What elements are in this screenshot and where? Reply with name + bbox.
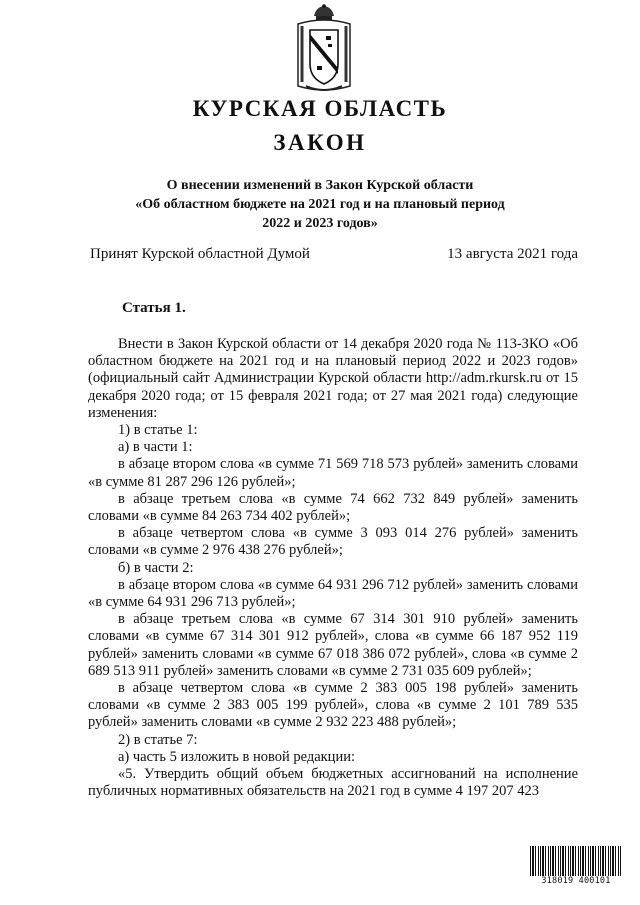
paragraph: в абзаце втором слова «в сумме 64 931 296 712 рублей» заменить словами «в сумме 64 931 296 713 рублей»; <box>88 576 578 611</box>
paragraph: в абзаце втором слова «в сумме 71 569 718 573 рублей» заменить словами «в сумме 81 287 296 126 рублей»; <box>88 456 578 490</box>
coat-of-arms-icon <box>292 4 356 92</box>
barcode-icon <box>530 846 622 876</box>
subject-line: О внесении изменений в Закон Курской области <box>166 178 474 193</box>
paragraph: в абзаце третьем слова «в сумме 67 314 301 910 рублей» заменить словами «в сумме 67 314 301 912 рублей», слова «в сумме 66 187 952 119 рублей» заменить словами «в сумме 67 018 386 072 рублей», слова «в сумме 2 689 513 911 рублей» заменить словами «в сумме 2 731 035 609 рублей»; <box>88 611 578 679</box>
subject-line: 2022 и 2023 годов» <box>262 216 378 231</box>
article-body <box>88 336 578 800</box>
paragraph: б) в части 2: <box>118 559 194 576</box>
paragraph: 2) в статье 7: <box>118 731 198 748</box>
paragraph: «5. Утвердить общий объем бюджетных ассигнований на исполнение публичных нормативных обязательств на 2021 год в сумме 4 197 207 423 <box>88 766 578 800</box>
document-type-title: ЗАКОН <box>273 130 367 155</box>
paragraph: 1) в статье 1: <box>118 422 198 439</box>
paragraph: в абзаце четвертом слова «в сумме 2 383 005 198 рублей» заменить словами «в сумме 2 383 005 199 рублей», слова «в сумме 2 101 789 535 рублей» заменить словами «в сумме 2 932 223 488 рублей»; <box>88 680 578 731</box>
region-title: КУРСКАЯ ОБЛАСТЬ <box>192 96 448 121</box>
adoption-statement: Принят Курской областной Думой <box>90 246 310 262</box>
subject-line: «Об областном бюджете на 2021 год и на плановый период <box>135 197 505 212</box>
paragraph: а) часть 5 изложить в новой редакции: <box>118 748 355 765</box>
article-title: Статья 1. <box>122 300 186 316</box>
paragraph: в абзаце четвертом слова «в сумме 3 093 014 276 рублей» заменить словами «в сумме 2 976 438 276 рублей»; <box>88 525 578 559</box>
paragraph: а) в части 1: <box>118 439 193 456</box>
document-barcode <box>530 846 622 888</box>
law-subject <box>0 176 640 233</box>
barcode-number: 318019 400101 <box>541 876 611 886</box>
adoption-date: 13 августа 2021 года <box>447 246 578 262</box>
paragraph: в абзаце третьем слова «в сумме 74 662 732 849 рублей» заменить словами «в сумме 84 263 734 402 рублей»; <box>88 490 578 525</box>
paragraph: Внести в Закон Курской области от 14 декабря 2020 года № 113-ЗКО «Об областном бюджете на 2021 год и на плановый период 2022 и 2023 годов» (официальный сайт Администрации Курской области http://adm.rkursk.ru от 15 декабря 2020 года; от 15 февраля 2021 года; от 27 мая 2021 года) следующие изменения: <box>88 336 578 421</box>
crown-icon <box>314 4 334 20</box>
